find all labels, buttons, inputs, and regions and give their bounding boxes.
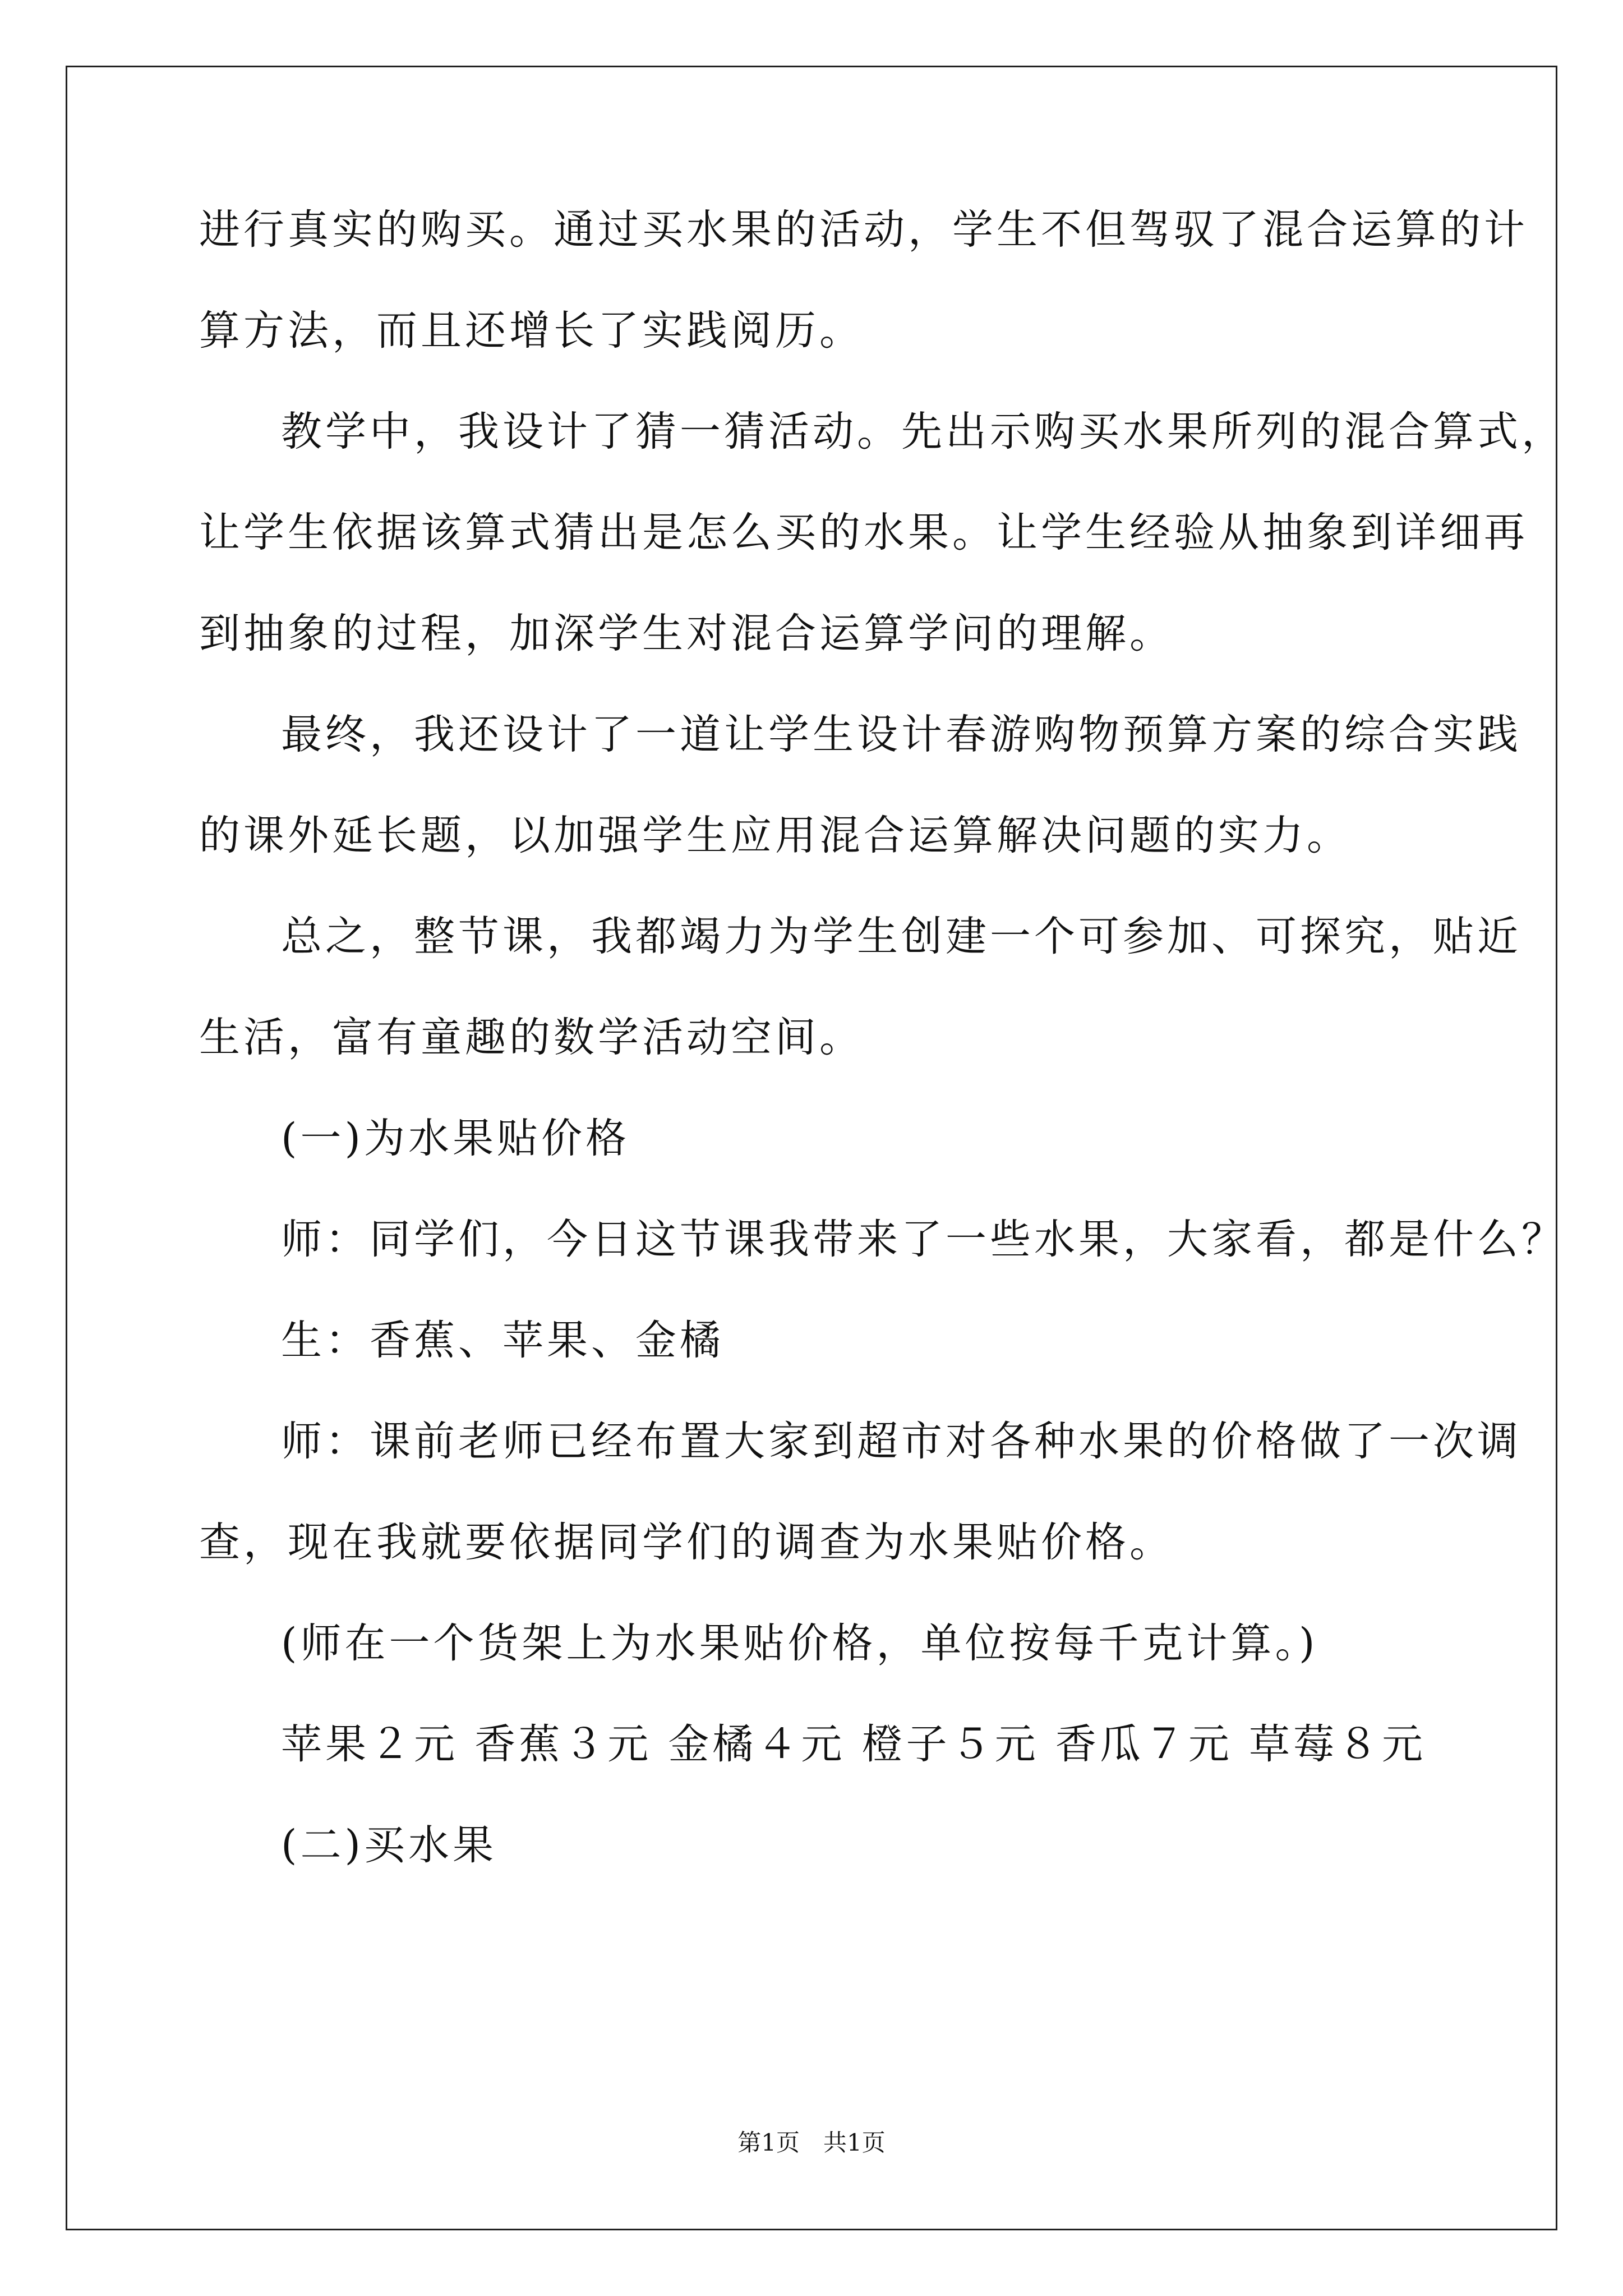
page-footer: 第1页 共1页 <box>737 2129 886 2156</box>
dialogue-line-2: 生：香蕉、苹果、金橘 <box>281 1317 724 1364</box>
text-line-14: 查，现在我就要依据同学们的调查为水果贴价格。 <box>199 1519 1174 1566</box>
text-line-4: 让学生依据该算式猜出是怎么买的水果。让学生经验从抽象到详细再 <box>199 509 1528 556</box>
price-list-line: 苹果２元 香蕉３元 金橘４元 橙子５元 香瓜７元 草莓８元 <box>281 1720 1427 1768</box>
section-heading-1: (一)为水果贴价格 <box>281 1115 630 1162</box>
text-line-2: 算方法，而且还增长了实践阅历。 <box>199 307 864 355</box>
text-line-3: 教学中，我设计了猜一猜活动。先出示购买水果所列的混合算式， <box>281 408 1566 455</box>
note-line: (师在一个货架上为水果贴价格，单位按每千克计算。) <box>281 1619 1318 1667</box>
section-heading-2: (二)买水果 <box>281 1821 497 1869</box>
text-line-8: 总之，整节课，我都竭力为学生创建一个可参加、可探究，贴近 <box>281 913 1521 960</box>
text-line-7: 的课外延长题，以加强学生应用混合运算解决问题的实力。 <box>199 812 1351 859</box>
text-line-9: 生活，富有童趣的数学活动空间。 <box>199 1014 864 1061</box>
text-line-1: 进行真实的购买。通过买水果的活动，学生不但驾驭了混合运算的计 <box>199 206 1528 254</box>
text-line-5: 到抽象的过程，加深学生对混合运算学问的理解。 <box>199 610 1174 657</box>
dialogue-line-3: 师：课前老师已经布置大家到超市对各种水果的价格做了一次调 <box>281 1418 1521 1465</box>
text-line-6: 最终，我还设计了一道让学生设计春游购物预算方案的综合实践 <box>281 711 1521 758</box>
dialogue-line-1: 师：同学们，今日这节课我带来了一些水果，大家看，都是什么？ <box>281 1216 1566 1263</box>
